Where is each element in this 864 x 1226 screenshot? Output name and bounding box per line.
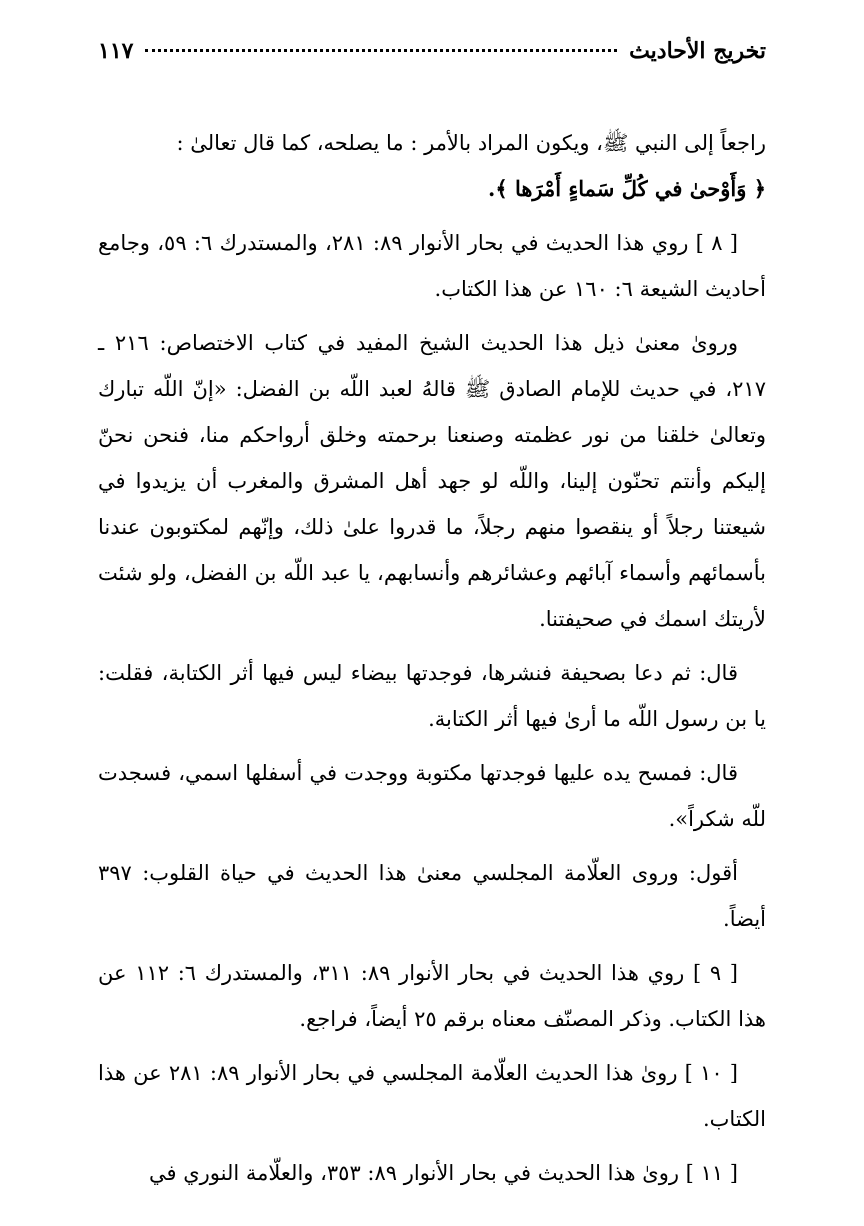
paragraph-continuation [98,120,766,212]
running-title: تخريج الأحاديث [629,38,766,64]
footnote-9 [98,950,766,1042]
paragraph-text: [ ١٠ ] رویٰ هذا الحديث العلّامة المجلسي في بحار الأنوار ٨٩: ٢٨١ عن هذا الكتاب. [98,1061,766,1131]
paragraph-text: ورویٰ معنیٰ ذيل هذا الحديث الشيخ المفيد في كتاب الاختصاص: ٢١٦ ـ ٢١٧، في حديث للإمام الصادق ﷺ قالهُ لعبد اللّه بن الفضل: «إنّ اللّه تبارك وتعالىٰ خلقنا من نور عظمته وصنعنا برحمته وخلق أرواحكم منا، فنحن نحنّ إليكم وأنتم تحنّون إلينا، واللّه لو جهد أهل المشرق والمغرب أن يزيدوا في شيعتنا رجلاً أو ينقصوا منهم رجلاً، ما قدروا علىٰ ذلك، وإنّهم لمكتوبون عندنا بأسمائهم وأسماء آبائهم وعشائرهم وأنسابهم، يا عبد اللّه بن الفضل، ولو شئت لأريتك اسمك في صحيفتنا. [98,331,766,631]
paragraph-sujud [98,750,766,842]
leader-dots [145,49,617,52]
paragraph-text: قال: ثم دعا بصحيفة فنشرها، فوجدتها بيضاء ليس فيها أثر الكتابة، فقلت: يا بن رسول اللّه ما أرىٰ فيها أثر الكتابة. [98,661,766,731]
paragraph-sahifa [98,650,766,742]
paragraph-aqul [98,850,766,942]
paragraph-text: [ ٩ ] روي هذا الحديث في بحار الأنوار ٨٩: ٣١١، والمستدرك ٦: ١١٢ عن هذا الكتاب. وذكر المصنّف معناه برقم ٢٥ أيضاً، فراجع. [98,961,766,1031]
paragraph-text: [ ٨ ] روي هذا الحديث في بحار الأنوار ٨٩: ٢٨١، والمستدرك ٦: ٥٩، وجامع أحاديث الشيعة ٦: ١٦٠ عن هذا الكتاب. [98,231,766,301]
footnote-8 [98,220,766,312]
footnote-11 [98,1150,766,1196]
paragraph-text: أقول: وروى العلّامة المجلسي معنىٰ هذا الحديث في حياة القلوب: ٣٩٧ أيضاً. [98,861,766,931]
paragraph-text: قال: فمسح يده عليها فوجدتها مكتوبة ووجدت في أسفلها اسمي، فسجدت للّه شكراً». [98,761,766,831]
quran-verse: ﴿ وَأَوْحىٰ في كُلِّ سَماءٍ أَمْرَها ﴾. [488,176,766,201]
page-header [98,38,766,78]
page-body [98,120,766,1196]
paragraph-text: [ ١١ ] رویٰ هذا الحديث في بحار الأنوار ٨٩: ٣٥٣، والعلّامة النوري في [149,1161,738,1185]
footnote-10 [98,1050,766,1142]
page-number: ١١٧ [98,38,134,64]
paragraph-ikhtisas [98,320,766,642]
paragraph-text: راجعاً إلى النبي ﷺ، ويكون المراد بالأمر : ما يصلحه، كما قال تعالىٰ : [176,131,766,155]
